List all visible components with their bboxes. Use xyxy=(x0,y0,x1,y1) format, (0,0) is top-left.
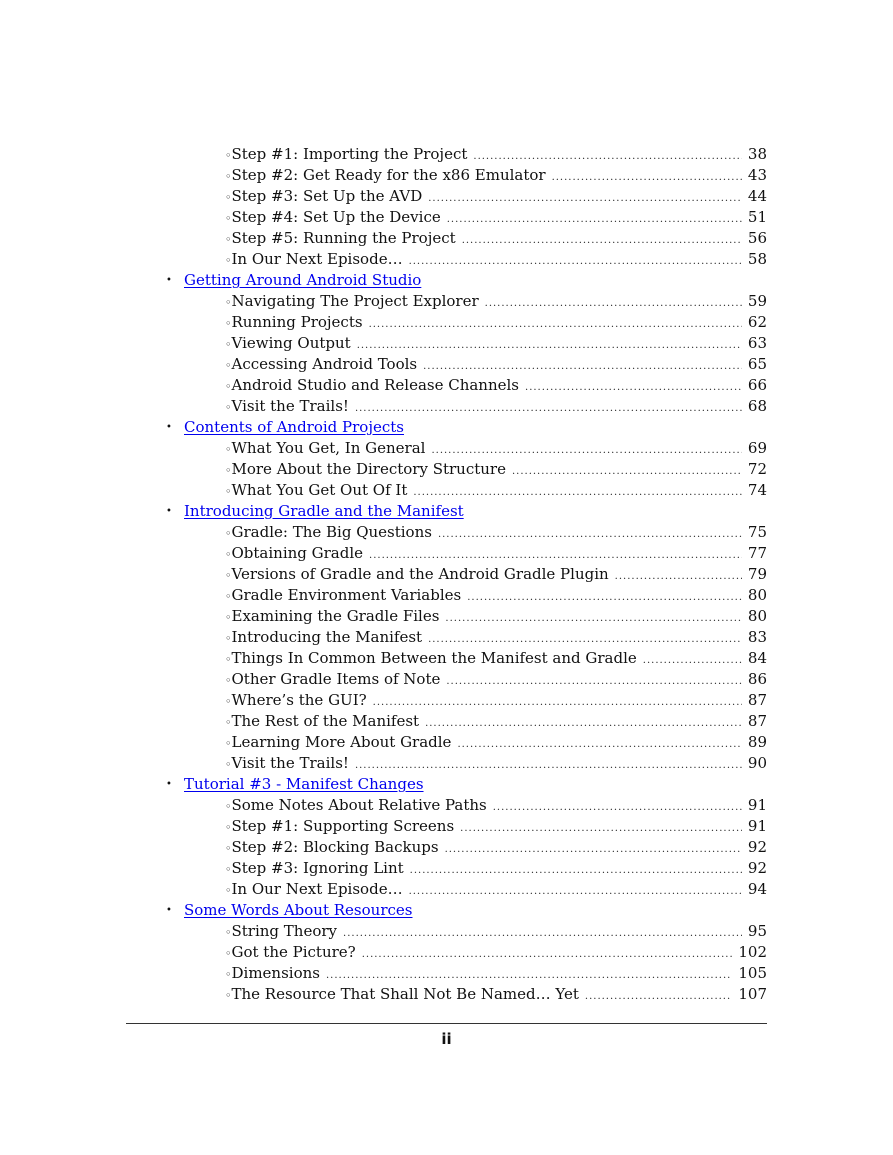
circle-bullet-icon: ◦ xyxy=(225,527,232,540)
dot-leader xyxy=(485,293,742,314)
dot-leader xyxy=(373,692,742,713)
entry-title: Dimensions xyxy=(231,964,320,982)
bullet-icon: • xyxy=(166,779,172,790)
toc-entry xyxy=(160,942,767,963)
dot-leader xyxy=(343,923,742,944)
entry-page-number: 87 xyxy=(747,691,767,709)
bullet-icon: • xyxy=(166,275,172,286)
circle-bullet-icon: ◦ xyxy=(225,254,232,267)
dot-leader xyxy=(362,944,733,965)
entry-title: The Rest of the Manifest xyxy=(231,712,420,730)
entry-title: Things In Common Between the Manifest and Gradle xyxy=(231,649,637,667)
entry-page-number: 44 xyxy=(747,187,767,205)
entry-title: Accessing Android Tools xyxy=(231,355,418,373)
entry-page-number: 38 xyxy=(747,145,767,163)
toc-entry xyxy=(160,396,767,417)
toc-entry xyxy=(160,291,767,312)
entry-page-number: 107 xyxy=(738,985,767,1003)
circle-bullet-icon: ◦ xyxy=(225,611,232,624)
dot-leader xyxy=(438,524,742,545)
dot-leader xyxy=(462,230,742,251)
entry-page-number: 58 xyxy=(747,250,767,268)
circle-bullet-icon: ◦ xyxy=(225,443,232,456)
circle-bullet-icon: ◦ xyxy=(225,821,232,834)
entry-page-number: 83 xyxy=(747,628,767,646)
entry-title: Running Projects xyxy=(231,313,363,331)
dot-leader xyxy=(615,566,742,587)
toc-entry xyxy=(160,963,767,984)
circle-bullet-icon: ◦ xyxy=(225,800,232,813)
entry-page-number: 69 xyxy=(747,439,767,457)
entry-page-number: 43 xyxy=(747,166,767,184)
page-number: ii xyxy=(441,1030,452,1048)
dot-leader xyxy=(355,755,742,776)
toc-entry xyxy=(160,228,767,249)
toc-entry xyxy=(160,732,767,753)
bullet-icon: • xyxy=(166,905,172,916)
entry-title: Step #3: Set Up the AVD xyxy=(231,187,423,205)
dot-leader xyxy=(428,188,742,209)
toc-entry xyxy=(160,144,767,165)
toc-chapter xyxy=(160,501,767,522)
circle-bullet-icon: ◦ xyxy=(225,863,232,876)
circle-bullet-icon: ◦ xyxy=(225,401,232,414)
circle-bullet-icon: ◦ xyxy=(225,737,232,750)
circle-bullet-icon: ◦ xyxy=(225,926,232,939)
entry-page-number: 72 xyxy=(747,460,767,478)
dot-leader xyxy=(423,356,742,377)
dot-leader xyxy=(585,986,732,1007)
toc-entry xyxy=(160,186,767,207)
toc-entry xyxy=(160,249,767,270)
entry-title: Got the Picture? xyxy=(231,943,356,961)
dot-leader xyxy=(413,482,742,503)
toc-entry xyxy=(160,375,767,396)
entry-title: Gradle Environment Variables xyxy=(231,586,462,604)
entry-page-number: 95 xyxy=(747,922,767,940)
entry-title: Where’s the GUI? xyxy=(231,691,367,709)
entry-title: Other Gradle Items of Note xyxy=(231,670,441,688)
dot-leader xyxy=(447,209,742,230)
toc-entry xyxy=(160,606,767,627)
entry-page-number: 90 xyxy=(747,754,767,772)
toc-entry xyxy=(160,333,767,354)
toc-entry xyxy=(160,438,767,459)
dot-leader xyxy=(425,713,742,734)
circle-bullet-icon: ◦ xyxy=(225,947,232,960)
entry-page-number: 102 xyxy=(738,943,767,961)
dot-leader xyxy=(473,146,742,167)
entry-page-number: 75 xyxy=(747,523,767,541)
dot-leader xyxy=(410,860,742,881)
toc-entry xyxy=(160,858,767,879)
dot-leader xyxy=(643,650,742,671)
entry-title: What You Get, In General xyxy=(231,439,426,457)
toc-entry xyxy=(160,165,767,186)
entry-page-number: 74 xyxy=(747,481,767,499)
entry-page-number: 105 xyxy=(738,964,767,982)
dot-leader xyxy=(460,818,742,839)
circle-bullet-icon: ◦ xyxy=(225,674,232,687)
chapter-link[interactable]: Contents of Android Projects xyxy=(184,418,404,436)
toc-entry xyxy=(160,921,767,942)
entry-page-number: 84 xyxy=(747,649,767,667)
chapter-link[interactable]: Introducing Gradle and the Manifest xyxy=(184,502,464,520)
entry-title: String Theory xyxy=(231,922,338,940)
toc-entry xyxy=(160,816,767,837)
entry-title: The Resource That Shall Not Be Named… Yet xyxy=(231,985,579,1003)
entry-title: Obtaining Gradle xyxy=(231,544,364,562)
toc-entry xyxy=(160,480,767,501)
entry-title: Learning More About Gradle xyxy=(231,733,452,751)
entry-title: Step #2: Blocking Backups xyxy=(231,838,439,856)
entry-title: Step #2: Get Ready for the x86 Emulator xyxy=(231,166,546,184)
entry-title: In Our Next Episode… xyxy=(231,250,403,268)
circle-bullet-icon: ◦ xyxy=(225,338,232,351)
circle-bullet-icon: ◦ xyxy=(225,191,232,204)
circle-bullet-icon: ◦ xyxy=(225,296,232,309)
toc-entry xyxy=(160,690,767,711)
dot-leader xyxy=(446,671,742,692)
dot-leader xyxy=(355,398,742,419)
bullet-icon: • xyxy=(166,422,172,433)
dot-leader xyxy=(525,377,742,398)
circle-bullet-icon: ◦ xyxy=(225,695,232,708)
entry-page-number: 59 xyxy=(747,292,767,310)
dot-leader xyxy=(326,965,732,986)
entry-title: In Our Next Episode… xyxy=(231,880,403,898)
footer-divider xyxy=(126,1023,767,1024)
entry-page-number: 91 xyxy=(747,817,767,835)
circle-bullet-icon: ◦ xyxy=(225,233,232,246)
entry-title: Step #5: Running the Project xyxy=(231,229,456,247)
circle-bullet-icon: ◦ xyxy=(225,989,232,1002)
entry-title: Step #1: Importing the Project xyxy=(231,145,468,163)
toc-entry xyxy=(160,711,767,732)
circle-bullet-icon: ◦ xyxy=(225,653,232,666)
toc-entry xyxy=(160,648,767,669)
toc-entry xyxy=(160,312,767,333)
toc-entry xyxy=(160,522,767,543)
dot-leader xyxy=(512,461,742,482)
entry-page-number: 63 xyxy=(747,334,767,352)
entry-page-number: 56 xyxy=(747,229,767,247)
entry-title: Introducing the Manifest xyxy=(231,628,423,646)
circle-bullet-icon: ◦ xyxy=(225,149,232,162)
entry-page-number: 92 xyxy=(747,838,767,856)
dot-leader xyxy=(428,629,742,650)
entry-title: More About the Directory Structure xyxy=(231,460,506,478)
circle-bullet-icon: ◦ xyxy=(225,317,232,330)
circle-bullet-icon: ◦ xyxy=(225,758,232,771)
toc-chapter xyxy=(160,774,767,795)
entry-title: Some Notes About Relative Paths xyxy=(231,796,487,814)
dot-leader xyxy=(467,587,742,608)
toc-entry xyxy=(160,207,767,228)
circle-bullet-icon: ◦ xyxy=(225,464,232,477)
entry-title: Gradle: The Big Questions xyxy=(231,523,432,541)
circle-bullet-icon: ◦ xyxy=(225,884,232,897)
circle-bullet-icon: ◦ xyxy=(225,548,232,561)
dot-leader xyxy=(445,608,741,629)
entry-page-number: 92 xyxy=(747,859,767,877)
circle-bullet-icon: ◦ xyxy=(225,359,232,372)
toc-chapter xyxy=(160,417,767,438)
dot-leader xyxy=(409,881,742,902)
circle-bullet-icon: ◦ xyxy=(225,212,232,225)
toc-entry xyxy=(160,879,767,900)
bullet-icon: • xyxy=(166,506,172,517)
circle-bullet-icon: ◦ xyxy=(225,380,232,393)
chapter-link[interactable]: Some Words About Resources xyxy=(184,901,413,919)
chapter-link[interactable]: Getting Around Android Studio xyxy=(184,271,422,289)
entry-title: Visit the Trails! xyxy=(231,754,349,772)
entry-title: Step #4: Set Up the Device xyxy=(231,208,441,226)
dot-leader xyxy=(357,335,742,356)
toc-entry xyxy=(160,564,767,585)
toc-entry xyxy=(160,627,767,648)
entry-page-number: 77 xyxy=(747,544,767,562)
entry-title: Android Studio and Release Channels xyxy=(231,376,520,394)
entry-title: Examining the Gradle Files xyxy=(231,607,440,625)
entry-page-number: 65 xyxy=(747,355,767,373)
circle-bullet-icon: ◦ xyxy=(225,590,232,603)
entry-page-number: 66 xyxy=(747,376,767,394)
entry-title: Viewing Output xyxy=(231,334,351,352)
dot-leader xyxy=(409,251,742,272)
entry-page-number: 89 xyxy=(747,733,767,751)
entry-title: Step #3: Ignoring Lint xyxy=(231,859,404,877)
entry-page-number: 80 xyxy=(747,586,767,604)
toc-entry xyxy=(160,354,767,375)
entry-title: Step #1: Supporting Screens xyxy=(231,817,455,835)
entry-page-number: 80 xyxy=(747,607,767,625)
entry-page-number: 68 xyxy=(747,397,767,415)
dot-leader xyxy=(493,797,742,818)
dot-leader xyxy=(431,440,741,461)
dot-leader xyxy=(457,734,741,755)
entry-title: Visit the Trails! xyxy=(231,397,349,415)
toc-entry xyxy=(160,585,767,606)
toc-chapter xyxy=(160,900,767,921)
toc-entry xyxy=(160,669,767,690)
table-of-contents xyxy=(160,144,767,1005)
entry-page-number: 94 xyxy=(747,880,767,898)
entry-page-number: 87 xyxy=(747,712,767,730)
toc-entry xyxy=(160,984,767,1005)
entry-page-number: 91 xyxy=(747,796,767,814)
toc-chapter xyxy=(160,270,767,291)
circle-bullet-icon: ◦ xyxy=(225,569,232,582)
toc-entry xyxy=(160,753,767,774)
circle-bullet-icon: ◦ xyxy=(225,842,232,855)
entry-title: Versions of Gradle and the Android Gradle Plugin xyxy=(231,565,609,583)
entry-page-number: 79 xyxy=(747,565,767,583)
circle-bullet-icon: ◦ xyxy=(225,170,232,183)
dot-leader xyxy=(369,545,742,566)
circle-bullet-icon: ◦ xyxy=(225,632,232,645)
entry-title: Navigating The Project Explorer xyxy=(231,292,479,310)
toc-entry xyxy=(160,837,767,858)
entry-title: What You Get Out Of It xyxy=(231,481,408,499)
entry-page-number: 86 xyxy=(747,670,767,688)
toc-entry xyxy=(160,543,767,564)
entry-page-number: 62 xyxy=(747,313,767,331)
entry-page-number: 51 xyxy=(747,208,767,226)
toc-entry xyxy=(160,795,767,816)
circle-bullet-icon: ◦ xyxy=(225,485,232,498)
circle-bullet-icon: ◦ xyxy=(225,716,232,729)
dot-leader xyxy=(552,167,742,188)
dot-leader xyxy=(445,839,742,860)
toc-entry xyxy=(160,459,767,480)
chapter-link[interactable]: Tutorial #3 - Manifest Changes xyxy=(184,775,424,793)
dot-leader xyxy=(369,314,742,335)
circle-bullet-icon: ◦ xyxy=(225,968,232,981)
